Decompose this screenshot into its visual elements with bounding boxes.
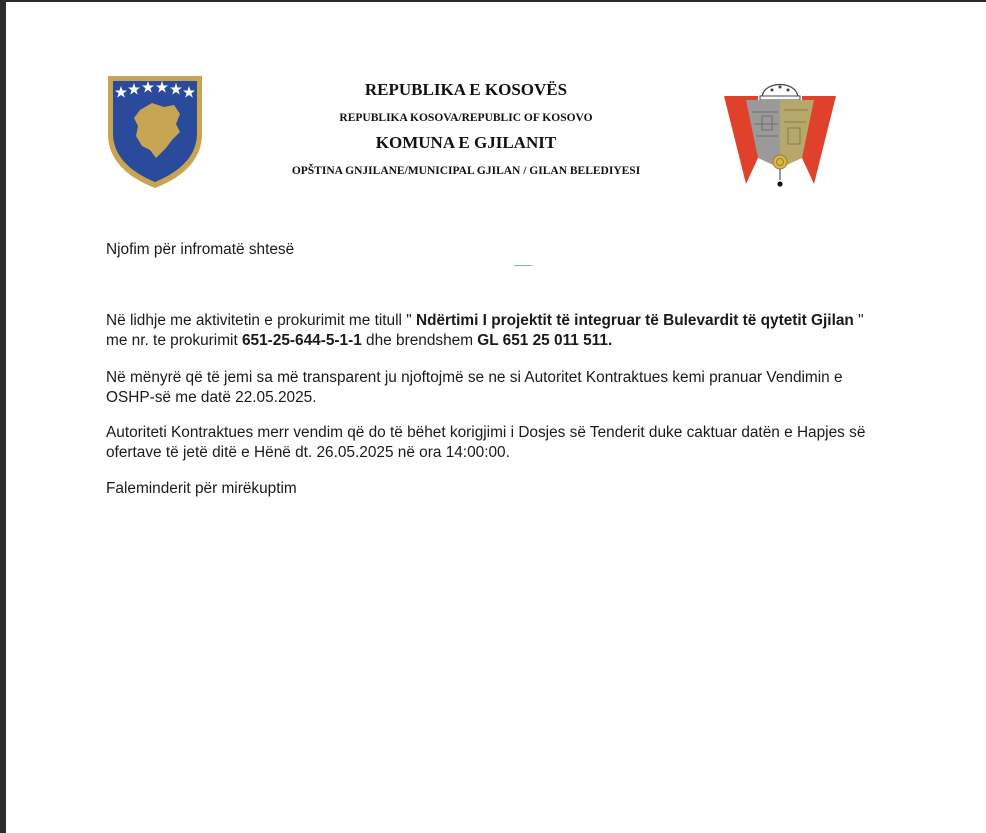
header-municipality-translations: OPŠTINA GNJILANE/MUNICIPAL GJILAN / GILAN BELEDIYESI: [291, 165, 641, 177]
paragraph-procurement-activity: [106, 311, 866, 351]
document-page: [6, 2, 986, 833]
paragraph-text: Në lidhje me aktivitetin e prokurimit me titull ": [106, 312, 416, 329]
paragraph-text: " me nr. te prokurimit: [106, 312, 864, 349]
procurement-title: Ndërtimi I projektit të integruar të Bulevardit të qytetit Gjilan: [415, 312, 854, 329]
document-subject: Njofim për infromatë shtesë: [106, 241, 295, 258]
procurement-number: 651-25-644-5-1-1: [242, 332, 362, 349]
kosovo-coat-of-arms-icon: [104, 72, 206, 190]
selection-marker: [514, 265, 532, 266]
gjilan-municipality-emblem-icon: [722, 76, 838, 192]
header-country-translations: REPUBLIKA KOSOVA/REPUBLIC OF KOSOVO: [339, 112, 593, 124]
paragraph-decision: Autoriteti Kontraktues merr vendim që do të bëhet korigjimi i Dosjes së Tenderit duke caktuar datën e Hapjes së ofertave të jetë ditë e Hënë dt. 26.05.2025 në ora 14:00:00.: [106, 424, 866, 461]
closing-thanks: Faleminderit për mirëkuptim: [106, 480, 297, 497]
header-municipality: KOMUNA E GJILANIT: [375, 133, 557, 152]
internal-number: GL 651 25 011 511.: [477, 332, 613, 349]
document-header: [216, 80, 716, 178]
paragraph-transparency-notice: Në mënyrë që të jemi sa më transparent ju njoftojmë se ne si Autoritet Kontraktues kemi pranuar Vendimin e OSHP-së me datë 22.05.2025.: [106, 369, 843, 406]
paragraph-text: dhe brendshem: [361, 332, 478, 349]
header-country: REPUBLIKA E KOSOVËS: [364, 80, 568, 99]
